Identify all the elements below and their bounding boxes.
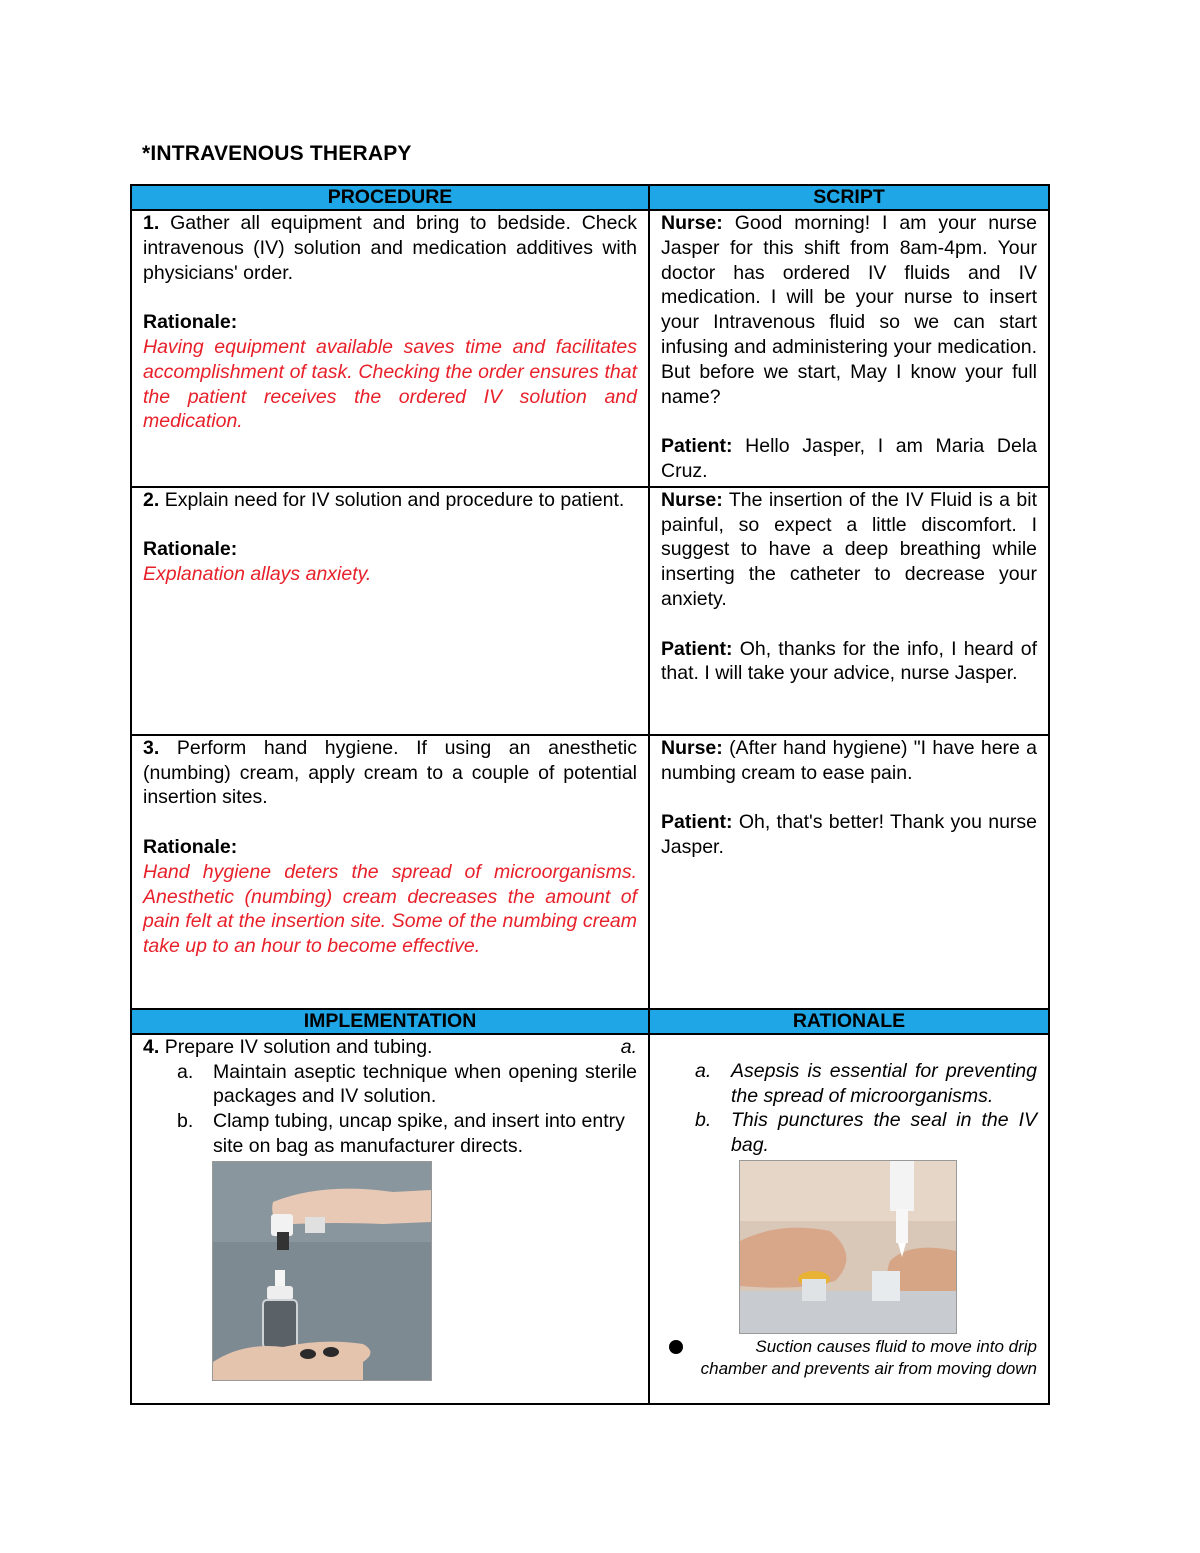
spike-photo (212, 1161, 432, 1381)
step-number: 1. (143, 212, 160, 234)
implementation-list (143, 1060, 637, 1159)
procedure-table (130, 184, 1050, 1405)
stray-marker: a. (620, 1035, 637, 1058)
procedure-step (143, 211, 637, 285)
procedure-cell (131, 735, 649, 1009)
table-header-row (131, 1009, 1049, 1034)
patient-label: Patient: (661, 811, 733, 834)
patient-text: Oh, that's better! Thank you nurse Jasper. (661, 811, 1037, 858)
nurse-label: Nurse: (661, 212, 723, 234)
list-text: Maintain aseptic technique when opening sterile packages and IV solution. (213, 1060, 637, 1108)
step-text: Perform hand hygiene. If using an anesthetic (numbing) cream, apply cream to a couple of potential insertion sites. (143, 736, 637, 809)
list-marker: a. (695, 1059, 712, 1082)
nurse-text: Good morning! I am your nurse Jasper for this shift from 8am-4pm. Your doctor has ordered IV fluids and IV medication. I will be your nurse to insert your Intravenous fluid so we can start infusing and administering your medication. But before we start, May I know your full name? (661, 212, 1037, 408)
list-item (177, 1060, 637, 1110)
rationale-label: Rationale: (143, 311, 238, 334)
bullet-icon (669, 1340, 683, 1354)
step-text: Explain need for IV solution and procedure to patient. (164, 488, 625, 511)
procedure-cell (131, 487, 649, 735)
script-cell (649, 210, 1049, 487)
rationale-label: Rationale: (143, 538, 238, 561)
header-rationale: RATIONALE (649, 1009, 1049, 1034)
list-marker: a. (177, 1060, 194, 1083)
header-procedure: PROCEDURE (131, 185, 649, 210)
table-row (131, 487, 1049, 735)
patient-label: Patient: (661, 435, 733, 458)
nurse-text: The insertion of the IV Fluid is a bit painful, so expect a little discomfort. I suggest to have a deep breathing while inserting the catheter to decrease your anxiety. (661, 488, 1037, 610)
list-item (695, 1059, 1037, 1109)
procedure-step (143, 488, 637, 513)
step-text: Prepare IV solution and tubing. (164, 1035, 433, 1058)
caption-line: Suction causes fluid to move into drip (755, 1336, 1037, 1356)
procedure-step (143, 1035, 637, 1060)
list-text: This punctures the seal in the IV bag. (731, 1109, 1037, 1157)
header-script: SCRIPT (649, 185, 1049, 210)
page-title: *INTRAVENOUS THERAPY (142, 142, 412, 165)
list-text: Clamp tubing, uncap spike, and insert into entry site on bag as manufacturer directs. (213, 1110, 625, 1157)
nurse-label: Nurse: (661, 488, 723, 511)
rationale-text: Hand hygiene deters the spread of microorganisms. Anesthetic (numbing) cream decreases the amount of pain felt at the insertion site. Some of the numbing cream take up to an hour to become effective. (143, 860, 637, 958)
script-cell (649, 487, 1049, 735)
table-row (131, 1034, 1049, 1404)
patient-text: Hello Jasper, I am Maria Dela Cruz. (661, 435, 1037, 482)
step-number: 4. (143, 1035, 160, 1058)
nurse-text: (After hand hygiene) "I have here a numbing cream to ease pain. (661, 736, 1038, 784)
procedure-cell (131, 210, 649, 487)
rationale-list (661, 1035, 1037, 1158)
rationale-cell (649, 1034, 1049, 1404)
nurse-line (661, 211, 1037, 409)
patient-line (661, 637, 1037, 687)
implementation-cell (131, 1034, 649, 1404)
rationale-text: Having equipment available saves time and facilitates accomplishment of task. Checking the order ensures that the patient receives the ordered IV solution and medication. (143, 335, 637, 433)
nurse-label: Nurse: (661, 736, 723, 759)
table-row (131, 735, 1049, 1009)
table-row (131, 210, 1049, 487)
rationale-text: Explanation allays anxiety. (143, 563, 372, 586)
list-item (695, 1108, 1037, 1158)
bag-photo (739, 1160, 957, 1334)
procedure-step (143, 736, 637, 810)
script-cell (649, 735, 1049, 1009)
photo-caption (661, 1336, 1037, 1380)
patient-line (661, 810, 1037, 860)
list-item (177, 1109, 637, 1159)
patient-text: Oh, thanks for the info, I heard of that. I will take your advice, nurse Jasper. (661, 637, 1037, 685)
step-number: 2. (143, 488, 160, 511)
header-implementation: IMPLEMENTATION (131, 1009, 649, 1034)
list-text: Asepsis is essential for preventing the spread of microorganisms. (731, 1059, 1037, 1107)
nurse-line (661, 488, 1037, 612)
table-header-row (131, 185, 1049, 210)
list-marker: b. (695, 1109, 712, 1132)
step-text: Gather all equipment and bring to bedside. Check intravenous (IV) solution and medication additives with physicians' order. (143, 212, 637, 284)
step-number: 3. (143, 736, 160, 759)
nurse-line (661, 736, 1037, 786)
patient-line (661, 434, 1037, 484)
patient-label: Patient: (661, 637, 733, 660)
list-marker: b. (177, 1110, 194, 1133)
caption-line: chamber and prevents air from moving down (700, 1358, 1037, 1378)
rationale-label: Rationale: (143, 835, 238, 858)
